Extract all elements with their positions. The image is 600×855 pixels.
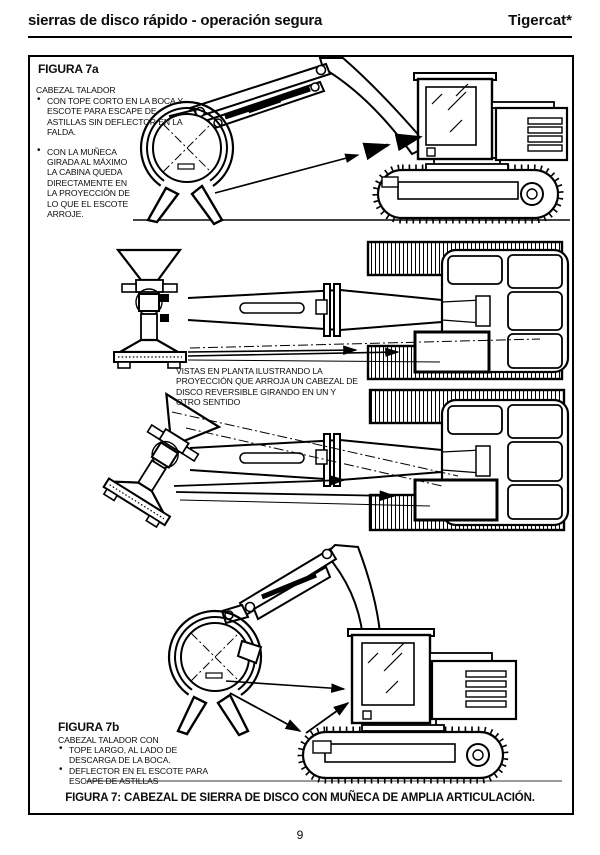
fig7a-side-view-illustration [130,58,570,223]
fig7a-bullet-2: • CON LA MUÑECA GIRADA AL MÁXIMO LA CABINA QUEDA DIRECTAMENTE EN LA PROYECCIÓN DE LO QUE EL ESCOTE ARROJE. [36,147,133,220]
page-title: sierras de disco rápido - operación segura [28,12,323,29]
fig7a-bullet-list [36,96,188,219]
felling-head-plan-rotated [100,392,224,530]
figure-caption: FIGURA 7: CABEZAL DE SIERRA DE DISCO CON MUÑECA DE AMPLIA ARTICULACIÓN. [65,792,535,804]
cabin [414,73,496,159]
boom-plan [160,284,490,336]
felling-head-plan [114,250,186,368]
fig7a-label: FIGURA 7a [38,62,99,76]
header-rule [28,36,572,38]
track-undercarriage [300,729,506,781]
fig7b-label: FIGURA 7b [58,720,120,734]
plan-view-1-illustration [110,240,570,380]
plan-view-2-illustration [110,388,570,543]
fig7a-bullet-1: • CON TOPE CORTO EN LA BOCA Y ESCOTE PARA ESCAPE DE ASTILLAS SIN DEFLECTOR EN LA FALDA. [36,96,188,138]
operator-cab-plan [415,332,489,372]
fig7b-bullet-2: • DEFLECTOR EN EL ESCOTE PARA ESCAPE DE ASTILLAS [58,766,208,787]
cabin [348,629,434,723]
fig7b-bullet-list [58,745,208,787]
engine-housing [430,653,516,719]
operator-cab-plan [415,480,497,520]
track-undercarriage [375,167,561,221]
engine-housing [492,102,567,160]
fig7b-heading: CABEZAL TALADOR CON [58,735,159,745]
fig7a-heading: CABEZAL TALADOR [36,85,116,95]
brand-logo-text: Tigercat* [508,12,572,29]
plan-views-note: VISTAS EN PLANTA ILUSTRANDO LA PROYECCIÓN QUE ARROJA UN CABEZAL DE DISCO REVERSIBLE GIRANDO EN UN Y OTRO SENTIDO [176,366,358,408]
page-number: 9 [296,828,304,842]
fig7b-bullet-1: • TOPE LARGO, AL LADO DE DESCARGA DE LA BOCA. [58,745,208,766]
